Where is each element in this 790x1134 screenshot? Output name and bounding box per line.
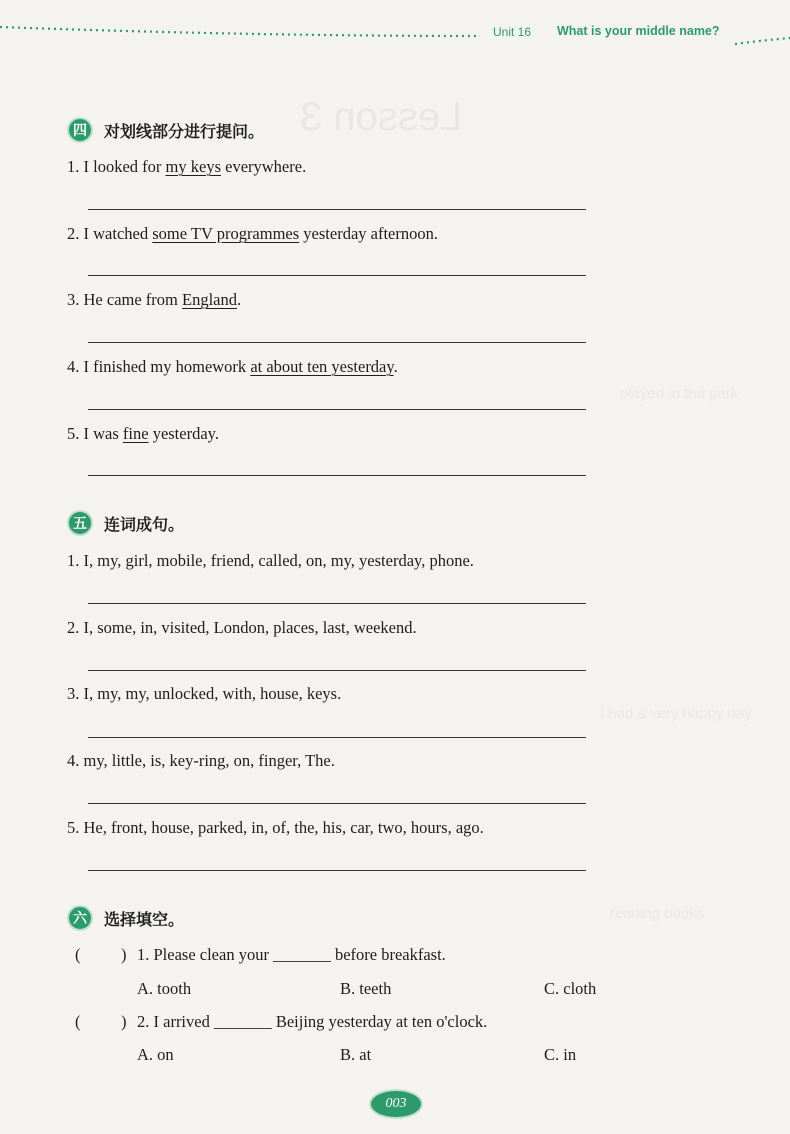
unit-title: What is your middle name? xyxy=(557,24,720,38)
s6-q1-open-paren: ( xyxy=(75,945,81,964)
s6-q2-option-c[interactable]: C. in xyxy=(544,1045,577,1064)
s6-q1-option-b[interactable]: B. teeth xyxy=(340,979,392,998)
s6-q2-option-b[interactable]: B. at xyxy=(340,1045,372,1064)
s4-question-2: 2. I watched some TV programmes yesterday afternoon. xyxy=(67,224,438,243)
s5-question-4: 4. my, little, is, key-ring, on, finger, The. xyxy=(67,751,335,770)
s6-q2-open-paren: ( xyxy=(75,1012,81,1031)
section-4-badge: 四 xyxy=(67,117,93,143)
section-6-heading xyxy=(67,905,184,931)
page-header xyxy=(0,0,790,60)
section-4-heading xyxy=(67,117,264,143)
s4-answer-line-4[interactable] xyxy=(88,409,586,410)
s6-q2-blank: _______ xyxy=(213,1012,272,1031)
s5-question-1: 1. I, my, girl, mobile, friend, called, on, my, yesterday, phone. xyxy=(67,551,474,570)
s4-answer-line-5[interactable] xyxy=(88,475,586,476)
unit-label: Unit 16 xyxy=(493,25,532,39)
s4-question-5: 5. I was fine yesterday. xyxy=(67,424,219,443)
s6-q2-option-a[interactable]: A. on xyxy=(137,1045,174,1064)
section-5-badge: 五 xyxy=(67,510,93,536)
s4-question-1: 1. I looked for my keys everywhere. xyxy=(67,157,307,176)
s4-question-4: 4. I finished my homework at about ten yesterday. xyxy=(67,357,398,376)
section-4-title: 对划线部分进行提问。 xyxy=(104,121,265,141)
s4-answer-line-3[interactable] xyxy=(88,342,586,343)
s5-question-2: 2. I, some, in, visited, London, places, last, weekend. xyxy=(67,618,417,637)
s6-q1-option-c[interactable]: C. cloth xyxy=(544,979,597,998)
s5-answer-line-1[interactable] xyxy=(88,603,586,604)
s5-question-3: 3. I, my, my, unlocked, with, house, keys. xyxy=(67,684,342,703)
s4-answer-line-1[interactable] xyxy=(88,209,586,210)
s6-question-2: 2. I arrived _______ Beijing yesterday at ten o'clock. xyxy=(137,1012,488,1031)
page-number: 003 xyxy=(369,1089,423,1119)
s4-answer-line-2[interactable] xyxy=(88,275,586,276)
s6-q1-close-paren: ) xyxy=(121,945,127,964)
s5-question-5: 5. He, front, house, parked, in, of, the, his, car, two, hours, ago. xyxy=(67,818,484,837)
section-6-badge: 六 xyxy=(67,905,93,931)
s4-question-3: 3. He came from England. xyxy=(67,290,242,309)
s6-q1-blank: _______ xyxy=(273,945,331,964)
section-5-title: 连词成句。 xyxy=(104,514,185,534)
section-6-title: 选择填空。 xyxy=(104,909,185,929)
s6-q2-close-paren: ) xyxy=(121,1012,127,1031)
s6-q1-option-a[interactable]: A. tooth xyxy=(137,979,192,998)
s5-answer-line-5[interactable] xyxy=(88,870,586,871)
s6-question-1: 1. Please clean your _______ before breakfast. xyxy=(137,945,446,964)
s5-answer-line-3[interactable] xyxy=(88,737,586,738)
section-5-heading xyxy=(67,510,184,536)
s5-answer-line-2[interactable] xyxy=(88,670,586,671)
s5-answer-line-4[interactable] xyxy=(88,803,586,804)
